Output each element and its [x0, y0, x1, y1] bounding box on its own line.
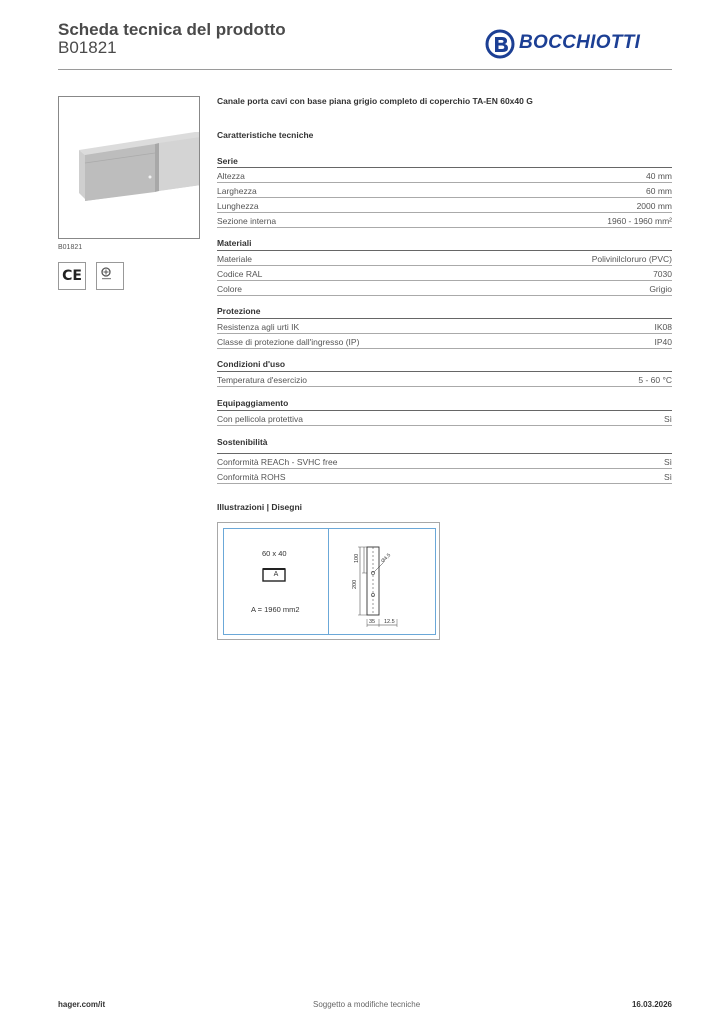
- illustration-divider: [328, 528, 329, 635]
- spec-row: [217, 281, 672, 296]
- ce-mark-icon: CE: [58, 262, 86, 290]
- spec-label: Altezza: [217, 171, 245, 181]
- spec-row: [217, 334, 672, 349]
- illustrations-title: Illustrazioni | Disegni: [217, 502, 303, 512]
- spec-value: 40 mm: [646, 171, 672, 181]
- section-area-label: A = 1960 mm2: [251, 605, 300, 614]
- spec-row: [217, 372, 672, 387]
- section-title: Materiali: [217, 238, 252, 248]
- spec-row: [217, 213, 672, 228]
- section-title: Condizioni d'uso: [217, 359, 286, 369]
- cable-duct-illustration: [59, 97, 200, 239]
- spec-value: 1960 - 1960 mm²: [607, 216, 672, 226]
- image-caption: B01821: [58, 244, 83, 251]
- page-title: Scheda tecnica del prodotto: [58, 20, 286, 39]
- spec-label: Conformità ROHS: [217, 472, 286, 482]
- spec-row: [217, 469, 672, 484]
- spec-value: Sì: [663, 414, 672, 424]
- certification-mark-icon: [96, 262, 124, 290]
- section-title: Protezione: [217, 306, 261, 316]
- section-title: Serie: [217, 156, 238, 166]
- spec-label: Colore: [217, 284, 243, 294]
- dim-35: 35: [369, 619, 376, 625]
- logo-text: BOCCHIOTTI: [519, 32, 641, 53]
- spec-row: [217, 183, 672, 198]
- footer-website[interactable]: hager.com/it: [58, 1000, 106, 1009]
- dim-hole: Ø4,5: [380, 552, 393, 565]
- dimension-drawing: [331, 533, 431, 633]
- spec-label: Classe di protezione dall'ingresso (IP): [217, 337, 360, 347]
- product-image: [58, 96, 200, 239]
- spec-label: Lunghezza: [217, 201, 259, 211]
- dim-200: 200: [352, 579, 358, 589]
- product-name: Canale porta cavi con base piana grigio completo di coperchio TA-EN 60x40 G: [217, 96, 533, 106]
- spec-value: 7030: [653, 269, 672, 279]
- spec-value: IK08: [654, 322, 672, 332]
- section-size-label: 60 x 40: [262, 549, 287, 558]
- spec-row: [217, 168, 672, 183]
- spec-row: [217, 266, 672, 281]
- spec-label: Con pellicola protettiva: [217, 414, 303, 424]
- spec-value: Sì: [663, 457, 672, 467]
- spec-value: Grigio: [649, 284, 672, 294]
- illustrations-panel: [217, 522, 440, 640]
- footer-date: 16.03.2026: [631, 1000, 672, 1009]
- spec-label: Materiale: [217, 254, 252, 264]
- technical-specs: [217, 96, 672, 512]
- dim-100: 100: [354, 553, 360, 563]
- characteristics-title: Caratteristiche tecniche: [217, 130, 314, 140]
- spec-row: [217, 454, 672, 469]
- spec-label: Temperatura d'esercizio: [217, 375, 307, 385]
- spec-label: Larghezza: [217, 186, 257, 196]
- spec-value: 2000 mm: [636, 201, 672, 211]
- spec-row: [217, 411, 672, 426]
- spec-label: Sezione interna: [217, 216, 277, 226]
- spec-value: IP40: [654, 337, 672, 347]
- spec-row: [217, 251, 672, 266]
- logo-mark-icon: [485, 29, 515, 59]
- bocchiotti-logo: [485, 28, 667, 60]
- footer-notice: Soggetto a modifiche tecniche: [313, 1000, 421, 1009]
- spec-label: Conformità REACh - SVHC free: [217, 457, 338, 467]
- dim-12-5: 12.5: [384, 619, 395, 625]
- spec-row: [217, 198, 672, 213]
- spec-label: Codice RAL: [217, 269, 263, 279]
- product-code: B01821: [58, 38, 117, 57]
- section-letter: A: [273, 571, 279, 578]
- spec-row: [217, 319, 672, 334]
- spec-value: 5 - 60 °C: [638, 375, 672, 385]
- header-divider: [58, 69, 672, 70]
- section-title: Sostenibilità: [217, 437, 268, 447]
- spec-value: 60 mm: [646, 186, 672, 196]
- section-title: Equipaggiamento: [217, 398, 289, 408]
- spec-value: Sì: [663, 472, 672, 482]
- spec-label: Resistenza agli urti IK: [217, 322, 300, 332]
- spec-value: Polivinilcloruro (PVC): [591, 254, 672, 264]
